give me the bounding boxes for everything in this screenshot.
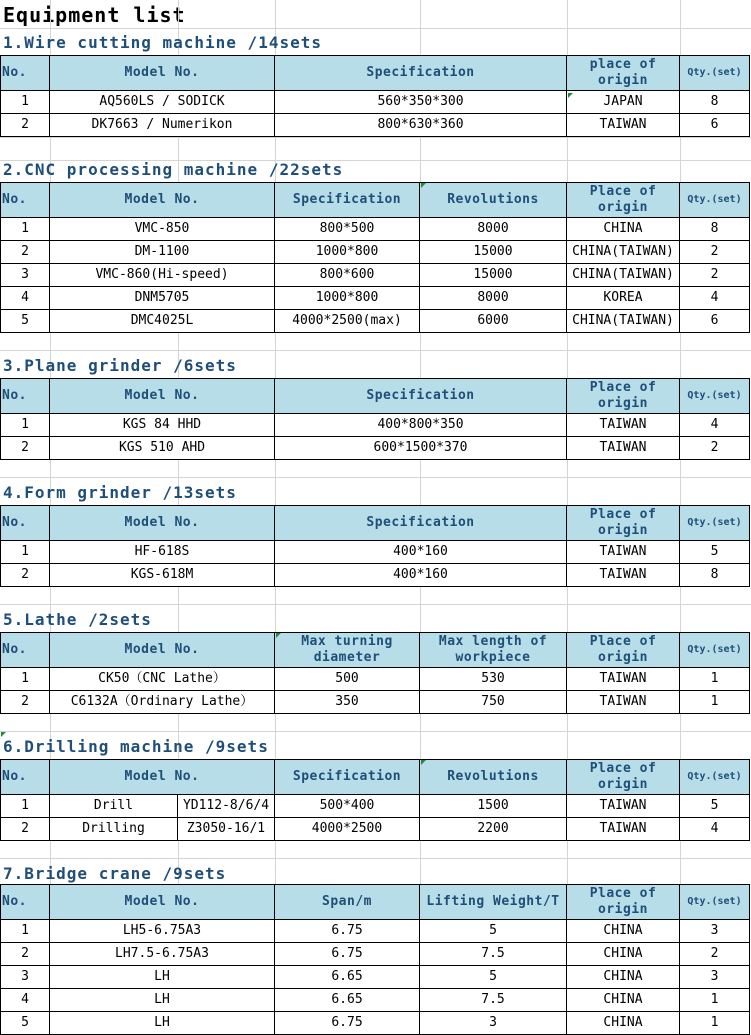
column-header: Model No. <box>50 182 275 218</box>
table-cell[interactable]: 6.75 <box>275 1012 420 1035</box>
column-header: Model No. <box>50 378 275 414</box>
table-cell[interactable]: CHINA <box>567 920 680 943</box>
table-cell[interactable]: LH5-6.75A3 <box>50 920 275 943</box>
table-cell[interactable]: 6.75 <box>275 943 420 966</box>
cell-marker-icon <box>276 633 281 638</box>
table-cell[interactable]: 1 <box>0 218 50 241</box>
table-cell[interactable]: TAIWAN <box>567 437 680 460</box>
table-cell[interactable]: HF-618S <box>50 541 275 564</box>
table-cell[interactable]: 2 <box>0 114 50 137</box>
column-header: Specification <box>275 55 567 91</box>
table-cell[interactable]: 5 <box>0 1012 50 1035</box>
table-cell[interactable]: 3 <box>0 264 50 287</box>
table-cell[interactable]: CHINA(TAIWAN) <box>567 241 680 264</box>
column-header: Qty.(set) <box>680 378 750 414</box>
column-header: Qty.(set) <box>680 182 750 218</box>
table-cell[interactable]: CK50（CNC Lathe） <box>50 668 275 691</box>
section-title: 5.Lathe /2sets <box>3 610 152 629</box>
gridline-row <box>0 137 751 138</box>
table-cell[interactable]: JAPAN <box>567 91 680 114</box>
table-cell[interactable]: 5 <box>0 310 50 333</box>
table-cell[interactable]: TAIWAN <box>567 691 680 714</box>
table-cell[interactable]: 5 <box>420 920 567 943</box>
column-header: Specification <box>275 182 420 218</box>
table-cell[interactable]: 7.5 <box>420 989 567 1012</box>
column-header: Max turning diameter <box>275 632 420 668</box>
column-header: No. <box>0 632 50 668</box>
column-header: Model No. <box>50 632 275 668</box>
table-cell[interactable]: 1 <box>0 795 50 818</box>
column-header: No. <box>0 884 50 920</box>
column-header: place of origin <box>567 55 680 91</box>
table-cell[interactable]: 6.65 <box>275 989 420 1012</box>
table-cell[interactable]: LH7.5-6.75A3 <box>50 943 275 966</box>
column-header: Qty.(set) <box>680 632 750 668</box>
table-cell[interactable]: 2 <box>0 943 50 966</box>
table-cell[interactable]: 6.65 <box>275 966 420 989</box>
table-cell[interactable]: 8000 <box>420 218 567 241</box>
column-header: Specification <box>275 378 567 414</box>
table-cell[interactable]: DNM5705 <box>50 287 275 310</box>
column-header: Qty.(set) <box>680 505 750 541</box>
table-cell[interactable]: TAIWAN <box>567 668 680 691</box>
table-cell[interactable]: 1 <box>680 989 750 1012</box>
table-cell[interactable]: CHINA <box>567 943 680 966</box>
table-cell[interactable]: TAIWAN <box>567 795 680 818</box>
cell-marker-icon <box>421 760 426 765</box>
table-cell[interactable]: 6 <box>680 310 750 333</box>
table-cell[interactable]: 1 <box>0 91 50 114</box>
table-cell[interactable]: 1000*800 <box>275 287 420 310</box>
table-cell[interactable]: 5 <box>420 966 567 989</box>
column-header: Place of origin <box>567 378 680 414</box>
column-header: Place of origin <box>567 505 680 541</box>
column-header: Specification <box>275 759 420 795</box>
table-cell[interactable]: 2 <box>0 691 50 714</box>
table-cell[interactable]: 4000*2500(max) <box>275 310 420 333</box>
table-cell[interactable]: TAIWAN <box>567 564 680 587</box>
column-header: Model No. <box>50 884 275 920</box>
gridline-row <box>0 858 751 859</box>
table-cell[interactable]: AQ560LS / SODICK <box>50 91 275 114</box>
table-cell[interactable]: 400*160 <box>275 564 567 587</box>
table-cell[interactable]: 800*630*360 <box>275 114 567 137</box>
gridline-row <box>0 604 751 605</box>
table-cell[interactable]: TAIWAN <box>567 114 680 137</box>
table-cell[interactable]: VMC-850 <box>50 218 275 241</box>
table-cell[interactable]: CHINA <box>567 966 680 989</box>
column-header: No. <box>0 55 50 91</box>
column-header: No. <box>0 182 50 218</box>
column-header: Specification <box>275 505 567 541</box>
table-cell[interactable]: 15000 <box>420 241 567 264</box>
table-cell[interactable]: 4 <box>0 989 50 1012</box>
table-cell[interactable]: Drilling <box>50 818 178 841</box>
table-cell[interactable]: KGS 510 AHD <box>50 437 275 460</box>
section-title: 1.Wire cutting machine /14sets <box>3 33 322 52</box>
table-cell[interactable]: 2 <box>680 241 750 264</box>
table-cell[interactable]: 5 <box>680 795 750 818</box>
column-header: Place of origin <box>567 884 680 920</box>
column-header: Span/m <box>275 884 420 920</box>
table-cell[interactable]: C6132A（Ordinary Lathe） <box>50 691 275 714</box>
table-cell[interactable]: 2200 <box>420 818 567 841</box>
section-title: 4.Form grinder /13sets <box>3 483 237 502</box>
table-cell[interactable]: TAIWAN <box>567 541 680 564</box>
table-cell[interactable]: 8 <box>680 564 750 587</box>
table-cell[interactable]: Z3050-16/1 <box>178 818 275 841</box>
table-cell[interactable]: 2 <box>0 564 50 587</box>
table-cell[interactable]: 1 <box>680 668 750 691</box>
column-header: Revolutions <box>420 759 567 795</box>
table-cell[interactable]: 3 <box>680 920 750 943</box>
table-cell[interactable]: 500 <box>275 668 420 691</box>
table-cell[interactable]: DM-1100 <box>50 241 275 264</box>
table-cell[interactable]: YD112-8/6/4 <box>178 795 275 818</box>
gridline-row <box>0 731 751 732</box>
table-cell[interactable]: 1 <box>680 691 750 714</box>
table-cell[interactable]: CHINA <box>567 989 680 1012</box>
column-header: Model No. <box>50 759 275 795</box>
table-cell[interactable]: 1 <box>0 541 50 564</box>
column-header: Model No. <box>50 55 275 91</box>
table-cell[interactable]: 800*600 <box>275 264 420 287</box>
table-cell[interactable]: 3 <box>0 966 50 989</box>
table-cell[interactable]: 2 <box>680 264 750 287</box>
table-cell[interactable]: 2 <box>0 437 50 460</box>
table-cell[interactable]: 400*160 <box>275 541 567 564</box>
table-cell[interactable]: LH <box>50 1012 275 1035</box>
table-cell[interactable]: VMC-860(Hi-speed) <box>50 264 275 287</box>
gridline-row <box>0 477 751 478</box>
column-header: No. <box>0 505 50 541</box>
cell-marker-icon <box>421 183 426 188</box>
table-cell[interactable]: 6000 <box>420 310 567 333</box>
table-cell[interactable]: 4 <box>680 414 750 437</box>
column-header: Place of origin <box>567 182 680 218</box>
table-cell[interactable]: 4 <box>0 287 50 310</box>
table-cell[interactable]: 4 <box>680 818 750 841</box>
table-cell[interactable]: Drill <box>50 795 178 818</box>
table-cell[interactable]: 560*350*300 <box>275 91 567 114</box>
column-header: Qty.(set) <box>680 55 750 91</box>
table-cell[interactable]: 8 <box>680 91 750 114</box>
section-title: 6.Drilling machine /9sets <box>3 737 269 756</box>
cell-marker-icon <box>1 732 6 737</box>
column-header: No. <box>0 378 50 414</box>
table-cell[interactable]: 400*800*350 <box>275 414 567 437</box>
column-header: Revolutions <box>420 182 567 218</box>
table-cell[interactable]: 2 <box>680 437 750 460</box>
table-cell[interactable]: 350 <box>275 691 420 714</box>
table-cell[interactable]: 6.75 <box>275 920 420 943</box>
section-title: 7.Bridge crane /9sets <box>3 864 227 883</box>
section-title: 3.Plane grinder /6sets <box>3 356 237 375</box>
table-cell[interactable]: TAIWAN <box>567 818 680 841</box>
table-cell[interactable]: 4 <box>680 287 750 310</box>
page-title: Equipment list <box>3 3 186 27</box>
table-cell[interactable]: 1 <box>0 414 50 437</box>
column-header: No. <box>0 759 50 795</box>
column-header: Lifting Weight/T <box>420 884 567 920</box>
cell-marker-icon <box>568 93 573 98</box>
table-cell[interactable]: CHINA(TAIWAN) <box>567 264 680 287</box>
table-cell[interactable]: 2 <box>0 818 50 841</box>
table-cell[interactable]: CHINA(TAIWAN) <box>567 310 680 333</box>
table-cell[interactable]: 1000*800 <box>275 241 420 264</box>
column-header: Place of origin <box>567 632 680 668</box>
table-cell[interactable]: 3 <box>420 1012 567 1035</box>
table-cell[interactable]: 600*1500*370 <box>275 437 567 460</box>
table-cell[interactable]: 4000*2500 <box>275 818 420 841</box>
table-cell[interactable]: 500*400 <box>275 795 420 818</box>
table-cell[interactable]: 800*500 <box>275 218 420 241</box>
table-cell[interactable]: CHINA <box>567 218 680 241</box>
table-cell[interactable]: 3 <box>680 966 750 989</box>
table-cell[interactable]: 1 <box>0 920 50 943</box>
column-header: Qty.(set) <box>680 884 750 920</box>
table-cell[interactable]: DMC4025L <box>50 310 275 333</box>
table-cell[interactable]: KGS-618M <box>50 564 275 587</box>
table-cell[interactable]: KOREA <box>567 287 680 310</box>
table-cell[interactable]: 750 <box>420 691 567 714</box>
table-cell[interactable]: 5 <box>680 541 750 564</box>
table-cell[interactable]: 1 <box>0 668 50 691</box>
table-cell[interactable]: 8000 <box>420 287 567 310</box>
column-header: Place of origin <box>567 759 680 795</box>
table-cell[interactable]: TAIWAN <box>567 414 680 437</box>
column-header: Model No. <box>50 505 275 541</box>
table-cell[interactable]: 2 <box>0 241 50 264</box>
table-cell[interactable]: 15000 <box>420 264 567 287</box>
column-header: Max length of workpiece <box>420 632 567 668</box>
table-cell[interactable]: 2 <box>680 943 750 966</box>
table-cell[interactable]: 8 <box>680 218 750 241</box>
table-cell[interactable]: 7.5 <box>420 943 567 966</box>
section-title: 2.CNC processing machine /22sets <box>3 160 344 179</box>
column-header: Qty.(set) <box>680 759 750 795</box>
table-cell[interactable]: LH <box>50 966 275 989</box>
table-cell[interactable]: 6 <box>680 114 750 137</box>
table-cell[interactable]: DK7663 / Numerikon <box>50 114 275 137</box>
gridline-row <box>0 350 751 351</box>
table-cell[interactable]: 530 <box>420 668 567 691</box>
table-cell[interactable]: LH <box>50 989 275 1012</box>
table-cell[interactable]: CHINA <box>567 1012 680 1035</box>
table-cell[interactable]: KGS 84 HHD <box>50 414 275 437</box>
table-cell[interactable]: 1500 <box>420 795 567 818</box>
gridline-row <box>0 28 751 29</box>
table-cell[interactable]: 1 <box>680 1012 750 1035</box>
